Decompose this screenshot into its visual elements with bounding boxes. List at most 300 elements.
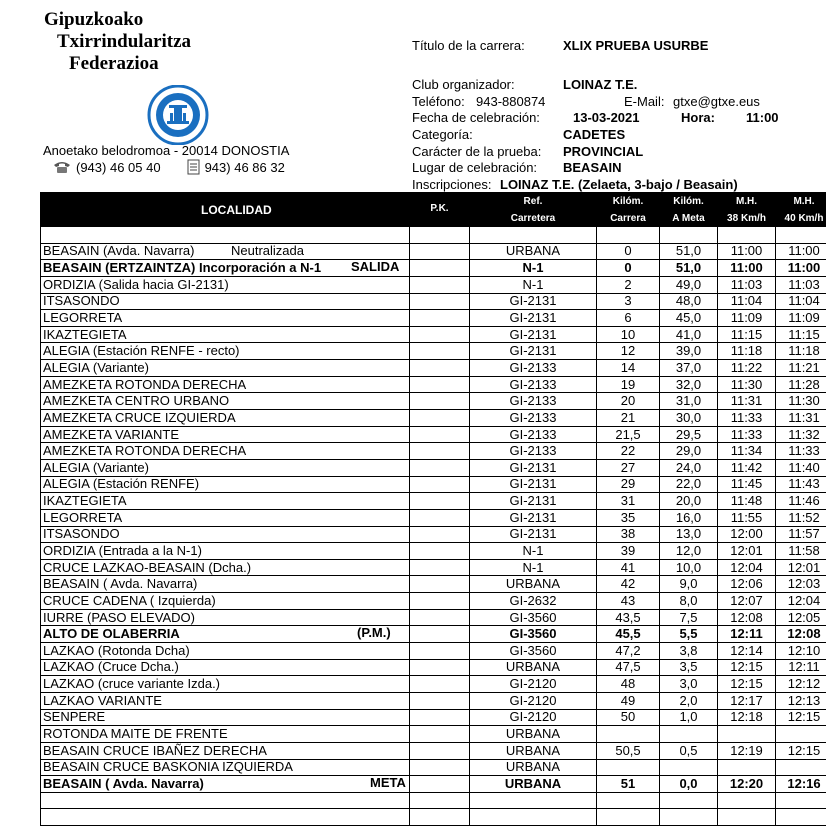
race-character: PROVINCIAL <box>563 144 643 160</box>
cell-mh-40: 11:52 <box>776 509 826 526</box>
cell-ref-carretera: GI-3560 <box>470 643 597 660</box>
cell-mh-38: 11:48 <box>718 493 776 510</box>
cell-pk <box>410 709 470 726</box>
localidad-text: BEASAIN ( Avda. Navarra) <box>43 576 197 591</box>
cell-km-meta: 48,0 <box>660 293 718 310</box>
table-row <box>41 360 826 377</box>
cell-mh-38: 12:00 <box>718 526 776 543</box>
cell-localidad <box>41 276 410 293</box>
cell-ref-carretera: GI-2120 <box>470 709 597 726</box>
cell-ref-carretera <box>470 809 597 826</box>
itinerary-table-body <box>41 227 826 826</box>
time-label: Hora: <box>681 110 715 126</box>
cell-mh-40: 11:57 <box>776 526 826 543</box>
cell-localidad <box>41 426 410 443</box>
table-row <box>41 543 826 560</box>
cell-ref-carretera: GI-2133 <box>470 360 597 377</box>
cell-mh-40 <box>776 809 826 826</box>
cell-km-meta <box>660 759 718 776</box>
cell-km-carrera: 20 <box>597 393 660 410</box>
table-row <box>41 227 826 244</box>
cell-ref-carretera <box>470 792 597 809</box>
localidad-text: AMEZKETA VARIANTE <box>43 427 179 442</box>
federation-name-line1: Gipuzkoako <box>44 9 214 31</box>
cell-pk <box>410 293 470 310</box>
date-label: Fecha de celebración: <box>412 110 540 126</box>
cell-km-carrera: 43 <box>597 593 660 610</box>
localidad-text: LAZKAO VARIANTE <box>43 693 162 708</box>
localidad-note: SALIDA <box>351 260 399 274</box>
cell-km-carrera: 35 <box>597 509 660 526</box>
cell-mh-38: 12:15 <box>718 676 776 693</box>
table-row <box>41 626 826 643</box>
cell-km-meta: 31,0 <box>660 393 718 410</box>
cell-ref-carretera: N-1 <box>470 543 597 560</box>
table-row <box>41 343 826 360</box>
header-mh40-2: 40 Km/h <box>776 211 826 227</box>
cell-localidad <box>41 626 410 643</box>
cell-pk <box>410 676 470 693</box>
cell-km-carrera: 19 <box>597 376 660 393</box>
cell-mh-40: 11:40 <box>776 459 826 476</box>
table-row <box>41 276 826 293</box>
table-row <box>41 742 826 759</box>
cell-pk <box>410 776 470 793</box>
table-row <box>41 709 826 726</box>
cell-mh-40: 11:28 <box>776 376 826 393</box>
cell-localidad <box>41 376 410 393</box>
cell-pk <box>410 459 470 476</box>
cell-km-meta <box>660 792 718 809</box>
cell-km-meta: 29,5 <box>660 426 718 443</box>
cell-km-carrera: 39 <box>597 543 660 560</box>
cell-km-carrera: 42 <box>597 576 660 593</box>
cell-pk <box>410 276 470 293</box>
cell-pk <box>410 493 470 510</box>
cell-km-meta: 37,0 <box>660 360 718 377</box>
cell-localidad <box>41 576 410 593</box>
cell-ref-carretera: URBANA <box>470 776 597 793</box>
cell-km-carrera: 29 <box>597 476 660 493</box>
cell-ref-carretera: GI-2120 <box>470 676 597 693</box>
table-row <box>41 443 826 460</box>
cell-km-carrera: 51 <box>597 776 660 793</box>
club-email[interactable]: gtxe@gtxe.eus <box>673 94 760 110</box>
cell-km-carrera: 50,5 <box>597 742 660 759</box>
localidad-text: BEASAIN (ERTZAINTZA) Incorporación a N-1 <box>43 260 321 275</box>
table-row <box>41 809 826 826</box>
registration-label: Inscripciones: <box>412 177 491 193</box>
cell-mh-40 <box>776 227 826 244</box>
fax-document-icon <box>187 159 201 175</box>
table-row <box>41 526 826 543</box>
cell-km-carrera: 22 <box>597 443 660 460</box>
race-date: 13-03-2021 <box>573 110 640 126</box>
cell-mh-40: 12:08 <box>776 626 826 643</box>
localidad-text: CRUCE CADENA ( Izquierda) <box>43 593 216 608</box>
club-phone: 943-880874 <box>476 94 545 110</box>
localidad-text: ALEGIA (Estación RENFE) <box>43 476 199 491</box>
cell-pk <box>410 376 470 393</box>
cell-km-meta: 30,0 <box>660 410 718 427</box>
cell-ref-carretera: URBANA <box>470 243 597 260</box>
cell-mh-40 <box>776 759 826 776</box>
cell-mh-40: 11:04 <box>776 293 826 310</box>
cell-mh-38: 11:15 <box>718 326 776 343</box>
cell-pk <box>410 476 470 493</box>
cell-km-meta: 0,5 <box>660 742 718 759</box>
cell-localidad <box>41 526 410 543</box>
telephone-icon <box>52 160 72 174</box>
table-row <box>41 493 826 510</box>
localidad-text: ITSASONDO <box>43 526 120 541</box>
cell-mh-38: 11:00 <box>718 243 776 260</box>
cell-pk <box>410 659 470 676</box>
cell-km-carrera: 0 <box>597 260 660 277</box>
itinerary-table-header <box>41 193 826 227</box>
cell-mh-38: 11:31 <box>718 393 776 410</box>
cell-mh-40: 11:46 <box>776 493 826 510</box>
localidad-text: BEASAIN ( Avda. Navarra) <box>43 776 204 791</box>
cell-km-meta: 3,0 <box>660 676 718 693</box>
cell-mh-38 <box>718 726 776 743</box>
cell-mh-38 <box>718 792 776 809</box>
localidad-text: ROTONDA MAITE DE FRENTE <box>43 726 228 741</box>
race-time: 11:00 <box>746 110 779 126</box>
cell-km-carrera: 38 <box>597 526 660 543</box>
cell-localidad <box>41 393 410 410</box>
cell-localidad <box>41 726 410 743</box>
cell-km-carrera <box>597 792 660 809</box>
cell-mh-40: 12:16 <box>776 776 826 793</box>
cell-pk <box>410 326 470 343</box>
cell-km-meta: 3,5 <box>660 659 718 676</box>
cell-mh-38: 11:00 <box>718 260 776 277</box>
cell-mh-38 <box>718 759 776 776</box>
header-mh40-1: M.H. <box>776 193 826 211</box>
cell-km-carrera: 14 <box>597 360 660 377</box>
cell-mh-38: 12:06 <box>718 576 776 593</box>
cell-pk <box>410 692 470 709</box>
cell-km-carrera <box>597 809 660 826</box>
cell-ref-carretera: GI-2133 <box>470 443 597 460</box>
cell-localidad <box>41 692 410 709</box>
cell-km-carrera: 47,2 <box>597 643 660 660</box>
cell-mh-38: 11:45 <box>718 476 776 493</box>
character-label: Carácter de la prueba: <box>412 144 541 160</box>
cell-km-meta: 13,0 <box>660 526 718 543</box>
cell-mh-38: 11:34 <box>718 443 776 460</box>
cell-pk <box>410 443 470 460</box>
header-ref-2: Carretera <box>470 211 597 227</box>
table-row <box>41 792 826 809</box>
table-row <box>41 459 826 476</box>
localidad-text: ALEGIA (Estación RENFE - recto) <box>43 343 240 358</box>
cell-ref-carretera: GI-2131 <box>470 493 597 510</box>
header-km-carrera-1: Kilóm. <box>597 193 660 211</box>
cell-km-carrera: 10 <box>597 326 660 343</box>
cell-pk <box>410 559 470 576</box>
cell-localidad <box>41 809 410 826</box>
localidad-text: SENPERE <box>43 709 105 724</box>
cell-mh-38: 12:01 <box>718 543 776 560</box>
cell-mh-40: 11:21 <box>776 360 826 377</box>
cell-pk <box>410 759 470 776</box>
localidad-text: ALTO DE OLABERRIA <box>43 626 180 641</box>
cell-ref-carretera: URBANA <box>470 742 597 759</box>
cell-km-carrera: 41 <box>597 559 660 576</box>
table-row <box>41 692 826 709</box>
localidad-text: AMEZKETA ROTONDA DERECHA <box>43 443 246 458</box>
cell-km-meta: 2,0 <box>660 692 718 709</box>
localidad-text: ORDIZIA (Salida hacia GI-2131) <box>43 277 229 292</box>
cell-localidad <box>41 360 410 377</box>
cell-ref-carretera: GI-2131 <box>470 526 597 543</box>
localidad-text: LAZKAO (Cruce Dcha.) <box>43 659 179 674</box>
localidad-text: IKAZTEGIETA <box>43 493 127 508</box>
cell-ref-carretera: N-1 <box>470 276 597 293</box>
cell-mh-38: 12:14 <box>718 643 776 660</box>
cell-km-meta: 16,0 <box>660 509 718 526</box>
localidad-note: Neutralizada <box>231 244 304 258</box>
cell-km-carrera: 49 <box>597 692 660 709</box>
cell-localidad <box>41 709 410 726</box>
cell-ref-carretera: N-1 <box>470 260 597 277</box>
cell-localidad <box>41 559 410 576</box>
federation-address: Anoetako belodromoa - 20014 DONOSTIA <box>43 143 289 158</box>
cell-mh-40 <box>776 792 826 809</box>
table-row <box>41 393 826 410</box>
cell-mh-38: 11:18 <box>718 343 776 360</box>
cell-km-carrera: 2 <box>597 276 660 293</box>
cell-mh-40: 11:15 <box>776 326 826 343</box>
localidad-text: LEGORRETA <box>43 310 122 325</box>
header-mh38-1: M.H. <box>718 193 776 211</box>
cell-mh-40: 11:31 <box>776 410 826 427</box>
cell-km-meta <box>660 227 718 244</box>
table-row <box>41 676 826 693</box>
cell-ref-carretera: GI-2133 <box>470 410 597 427</box>
table-row <box>41 426 826 443</box>
table-row <box>41 376 826 393</box>
cell-ref-carretera: GI-2131 <box>470 476 597 493</box>
cell-km-carrera: 48 <box>597 676 660 693</box>
cell-localidad <box>41 343 410 360</box>
cell-localidad <box>41 493 410 510</box>
cell-km-meta: 10,0 <box>660 559 718 576</box>
cell-ref-carretera: GI-2133 <box>470 376 597 393</box>
cell-mh-40: 12:01 <box>776 559 826 576</box>
header-km-carrera-2: Carrera <box>597 211 660 227</box>
localidad-text: ITSASONDO <box>43 293 120 308</box>
cell-pk <box>410 410 470 427</box>
cell-localidad <box>41 459 410 476</box>
federation-fax: 943) 46 86 32 <box>205 160 285 175</box>
cell-km-carrera: 45,5 <box>597 626 660 643</box>
cell-pk <box>410 742 470 759</box>
cell-ref-carretera: URBANA <box>470 659 597 676</box>
cell-pk <box>410 227 470 244</box>
cell-pk <box>410 260 470 277</box>
table-row <box>41 310 826 327</box>
cell-mh-40: 12:15 <box>776 709 826 726</box>
cell-km-carrera: 0 <box>597 243 660 260</box>
cell-mh-40: 11:43 <box>776 476 826 493</box>
cell-mh-40: 11:00 <box>776 260 826 277</box>
cell-km-meta: 5,5 <box>660 626 718 643</box>
cell-km-carrera: 47,5 <box>597 659 660 676</box>
table-row <box>41 509 826 526</box>
cell-km-carrera: 27 <box>597 459 660 476</box>
cell-km-meta: 12,0 <box>660 543 718 560</box>
cell-localidad <box>41 326 410 343</box>
cell-pk <box>410 593 470 610</box>
cell-km-carrera: 6 <box>597 310 660 327</box>
table-row <box>41 659 826 676</box>
race-title: XLIX PRUEBA USURBE <box>563 38 708 54</box>
cell-pk <box>410 576 470 593</box>
club-label: Club organizador: <box>412 77 515 93</box>
cell-localidad <box>41 776 410 793</box>
cell-km-meta: 49,0 <box>660 276 718 293</box>
table-row <box>41 326 826 343</box>
cell-localidad <box>41 227 410 244</box>
category-label: Categoría: <box>412 127 473 143</box>
cell-km-meta: 0,0 <box>660 776 718 793</box>
cell-mh-38: 11:30 <box>718 376 776 393</box>
cell-km-carrera: 21 <box>597 410 660 427</box>
cell-km-meta <box>660 726 718 743</box>
table-row <box>41 643 826 660</box>
cell-ref-carretera: GI-3560 <box>470 626 597 643</box>
cell-ref-carretera: GI-3560 <box>470 609 597 626</box>
cell-mh-40: 11:03 <box>776 276 826 293</box>
cell-km-meta: 24,0 <box>660 459 718 476</box>
header-mh38-2: 38 Km/h <box>718 211 776 227</box>
cell-localidad <box>41 676 410 693</box>
table-row <box>41 593 826 610</box>
cell-mh-40: 11:18 <box>776 343 826 360</box>
cell-mh-38: 11:09 <box>718 310 776 327</box>
cell-localidad <box>41 643 410 660</box>
cell-km-meta: 51,0 <box>660 260 718 277</box>
cell-mh-38: 11:22 <box>718 360 776 377</box>
cell-km-meta <box>660 809 718 826</box>
cell-mh-38: 12:18 <box>718 709 776 726</box>
cell-mh-38: 12:15 <box>718 659 776 676</box>
race-category: CADETES <box>563 127 625 143</box>
cell-ref-carretera: GI-2131 <box>470 509 597 526</box>
itinerary-table <box>40 192 826 826</box>
cell-km-carrera: 43,5 <box>597 609 660 626</box>
cell-mh-40: 11:58 <box>776 543 826 560</box>
cell-km-meta: 9,0 <box>660 576 718 593</box>
cell-localidad <box>41 243 410 260</box>
cell-mh-40: 12:10 <box>776 643 826 660</box>
cell-mh-38: 12:11 <box>718 626 776 643</box>
cell-pk <box>410 360 470 377</box>
cell-ref-carretera: GI-2131 <box>470 293 597 310</box>
cell-mh-38: 12:20 <box>718 776 776 793</box>
cell-ref-carretera: URBANA <box>470 576 597 593</box>
cell-ref-carretera: URBANA <box>470 759 597 776</box>
race-registration: LOINAZ T.E. (Zelaeta, 3-bajo / Beasain) <box>500 177 738 193</box>
cell-pk <box>410 343 470 360</box>
cell-km-meta: 3,8 <box>660 643 718 660</box>
cell-mh-40: 11:00 <box>776 243 826 260</box>
cell-mh-40: 11:30 <box>776 393 826 410</box>
cell-pk <box>410 643 470 660</box>
federation-contact <box>52 159 285 175</box>
table-row <box>41 293 826 310</box>
cell-km-carrera: 21,5 <box>597 426 660 443</box>
cell-mh-38: 12:17 <box>718 692 776 709</box>
email-label: E-Mail: <box>624 94 664 110</box>
cell-mh-38: 12:08 <box>718 609 776 626</box>
table-row <box>41 243 826 260</box>
header-km-meta-1: Kilóm. <box>660 193 718 211</box>
race-title-label: Título de la carrera: <box>412 38 525 54</box>
table-row <box>41 576 826 593</box>
cell-mh-40: 12:05 <box>776 609 826 626</box>
localidad-text: BEASAIN CRUCE BASKONIA IZQUIERDA <box>43 759 293 774</box>
cell-km-meta: 1,0 <box>660 709 718 726</box>
cell-mh-38: 11:55 <box>718 509 776 526</box>
table-row <box>41 260 826 277</box>
cell-ref-carretera: GI-2120 <box>470 692 597 709</box>
table-row <box>41 559 826 576</box>
cell-localidad <box>41 659 410 676</box>
cell-mh-38: 12:04 <box>718 559 776 576</box>
place-label: Lugar de celebración: <box>412 160 537 176</box>
header-ref-1: Ref. <box>470 193 597 211</box>
localidad-text: IKAZTEGIETA <box>43 327 127 342</box>
cell-pk <box>410 726 470 743</box>
localidad-text: ALEGIA (Variante) <box>43 360 149 375</box>
cell-localidad <box>41 476 410 493</box>
cell-pk <box>410 526 470 543</box>
fax-group <box>187 159 285 175</box>
cell-pk <box>410 626 470 643</box>
table-row <box>41 609 826 626</box>
cell-localidad <box>41 310 410 327</box>
cell-localidad <box>41 443 410 460</box>
cell-mh-38: 12:07 <box>718 593 776 610</box>
table-row <box>41 726 826 743</box>
cell-km-carrera: 50 <box>597 709 660 726</box>
localidad-text: LAZKAO (Rotonda Dcha) <box>43 643 190 658</box>
cell-km-meta: 29,0 <box>660 443 718 460</box>
cell-mh-38: 12:19 <box>718 742 776 759</box>
cell-localidad <box>41 260 410 277</box>
cell-pk <box>410 543 470 560</box>
localidad-text: ORDIZIA (Entrada a la N-1) <box>43 543 202 558</box>
table-row <box>41 759 826 776</box>
cell-mh-38: 11:42 <box>718 459 776 476</box>
cell-mh-40: 12:13 <box>776 692 826 709</box>
cell-ref-carretera: N-1 <box>470 559 597 576</box>
cell-ref-carretera: GI-2133 <box>470 426 597 443</box>
cell-pk <box>410 243 470 260</box>
table-row <box>41 476 826 493</box>
cell-ref-carretera: GI-2133 <box>470 393 597 410</box>
localidad-text: CRUCE LAZKAO-BEASAIN (Dcha.) <box>43 560 251 575</box>
localidad-text: IURRE (PASO ELEVADO) <box>43 610 195 625</box>
federation-phone: (943) 46 05 40 <box>76 160 161 175</box>
cell-km-carrera: 3 <box>597 293 660 310</box>
cell-km-meta: 51,0 <box>660 243 718 260</box>
cell-pk <box>410 426 470 443</box>
